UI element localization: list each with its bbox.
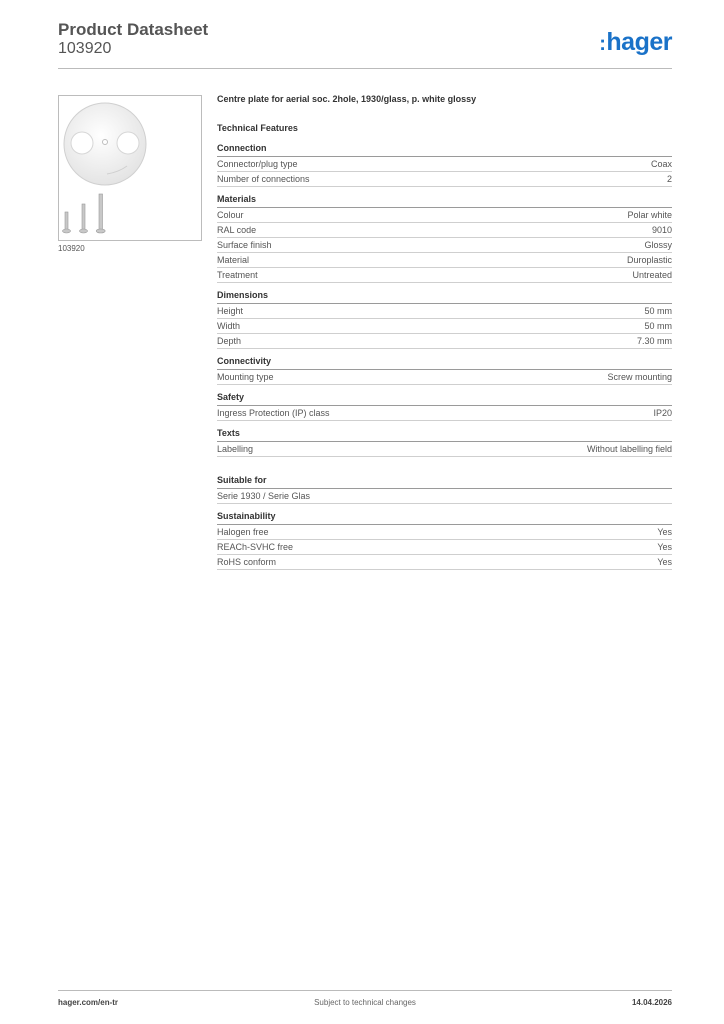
logo-text: hager — [606, 28, 672, 56]
spec-row — [217, 172, 672, 187]
section-title: Connection — [217, 143, 672, 157]
spec-label: Serie 1930 / Serie Glas — [217, 491, 311, 501]
spec-row — [217, 208, 672, 223]
section-title: Materials — [217, 194, 672, 208]
spec-value: Without labelling field — [586, 444, 672, 454]
page-title: Product Datasheet — [58, 20, 209, 39]
spec-label: Width — [217, 321, 241, 331]
spec-value: 7.30 mm — [636, 336, 672, 346]
spec-row — [217, 525, 672, 540]
spec-row — [217, 319, 672, 334]
spec-label: Ingress Protection (IP) class — [217, 408, 330, 418]
spec-label: Depth — [217, 336, 242, 346]
footer-divider — [58, 990, 672, 991]
spec-label: Surface finish — [217, 240, 272, 250]
spec-value: IP20 — [653, 408, 672, 418]
image-caption: 103920 — [58, 244, 85, 253]
spec-row — [217, 555, 672, 570]
feature-sections — [217, 143, 672, 570]
section-suitable-for — [217, 475, 672, 504]
spec-value: 9010 — [651, 225, 672, 235]
logo-mark-icon: : — [599, 33, 606, 55]
spec-value: 50 mm — [644, 306, 672, 316]
spec-label: Number of connections — [217, 174, 310, 184]
footer-notice: Subject to technical changes — [314, 998, 416, 1007]
section-title: Sustainability — [217, 511, 672, 525]
footer-date: 14.04.2026 — [631, 998, 672, 1007]
section-title: Dimensions — [217, 290, 672, 304]
header — [58, 20, 208, 58]
section-title: Connectivity — [217, 356, 672, 370]
header-divider — [58, 68, 672, 69]
spec-value: 2 — [666, 174, 672, 184]
footer-website-link[interactable]: hager.com/en-tr — [58, 998, 119, 1007]
section-safety — [217, 392, 672, 421]
spec-value: Yes — [657, 557, 672, 567]
spec-row — [217, 238, 672, 253]
spec-label: Mounting type — [217, 372, 274, 382]
spec-value: Polar white — [627, 210, 672, 220]
spec-value: Yes — [657, 542, 672, 552]
spec-value: Glossy — [644, 240, 672, 250]
section-materials — [217, 194, 672, 283]
spec-value: Yes — [657, 527, 672, 537]
spec-value: 50 mm — [644, 321, 672, 331]
section-connectivity — [217, 356, 672, 385]
spec-row — [217, 540, 672, 555]
section-connection — [217, 143, 672, 187]
spec-label: Height — [217, 306, 244, 316]
spec-label: RAL code — [217, 225, 257, 235]
spec-row — [217, 268, 672, 283]
section-texts — [217, 428, 672, 457]
spec-row — [217, 442, 672, 457]
spec-row — [217, 157, 672, 172]
spec-row — [217, 406, 672, 421]
spec-value: Coax — [650, 159, 672, 169]
datasheet-content — [217, 94, 672, 577]
spec-label: REACh-SVHC free — [217, 542, 294, 552]
product-image — [58, 95, 202, 241]
spec-value: Untreated — [632, 270, 672, 280]
product-description: Centre plate for aerial soc. 2hole, 1930/glass, p. white glossy — [217, 94, 477, 104]
spec-label: RoHS conform — [217, 557, 277, 567]
spec-row — [217, 253, 672, 268]
spec-label: Treatment — [217, 270, 258, 280]
spec-label: Connector/plug type — [217, 159, 298, 169]
cover-plate-with-screws-image — [59, 96, 201, 240]
section-dimensions — [217, 290, 672, 349]
spec-label: Colour — [217, 210, 244, 220]
section-title: Texts — [217, 428, 672, 442]
technical-features-heading: Technical Features — [217, 123, 298, 133]
section-title: Suitable for — [217, 475, 672, 489]
section-sustainability — [217, 511, 672, 570]
spec-row — [217, 489, 672, 504]
section-title: Safety — [217, 392, 672, 406]
spec-label: Labelling — [217, 444, 254, 454]
hager-logo — [599, 28, 672, 57]
spec-row — [217, 223, 672, 238]
spec-value: Screw mounting — [607, 372, 672, 382]
spec-label: Halogen free — [217, 527, 269, 537]
spec-row — [217, 370, 672, 385]
spec-row — [217, 304, 672, 319]
product-number: 103920 — [58, 40, 112, 57]
spec-row — [217, 334, 672, 349]
spec-value: Duroplastic — [626, 255, 672, 265]
spec-label: Material — [217, 255, 250, 265]
